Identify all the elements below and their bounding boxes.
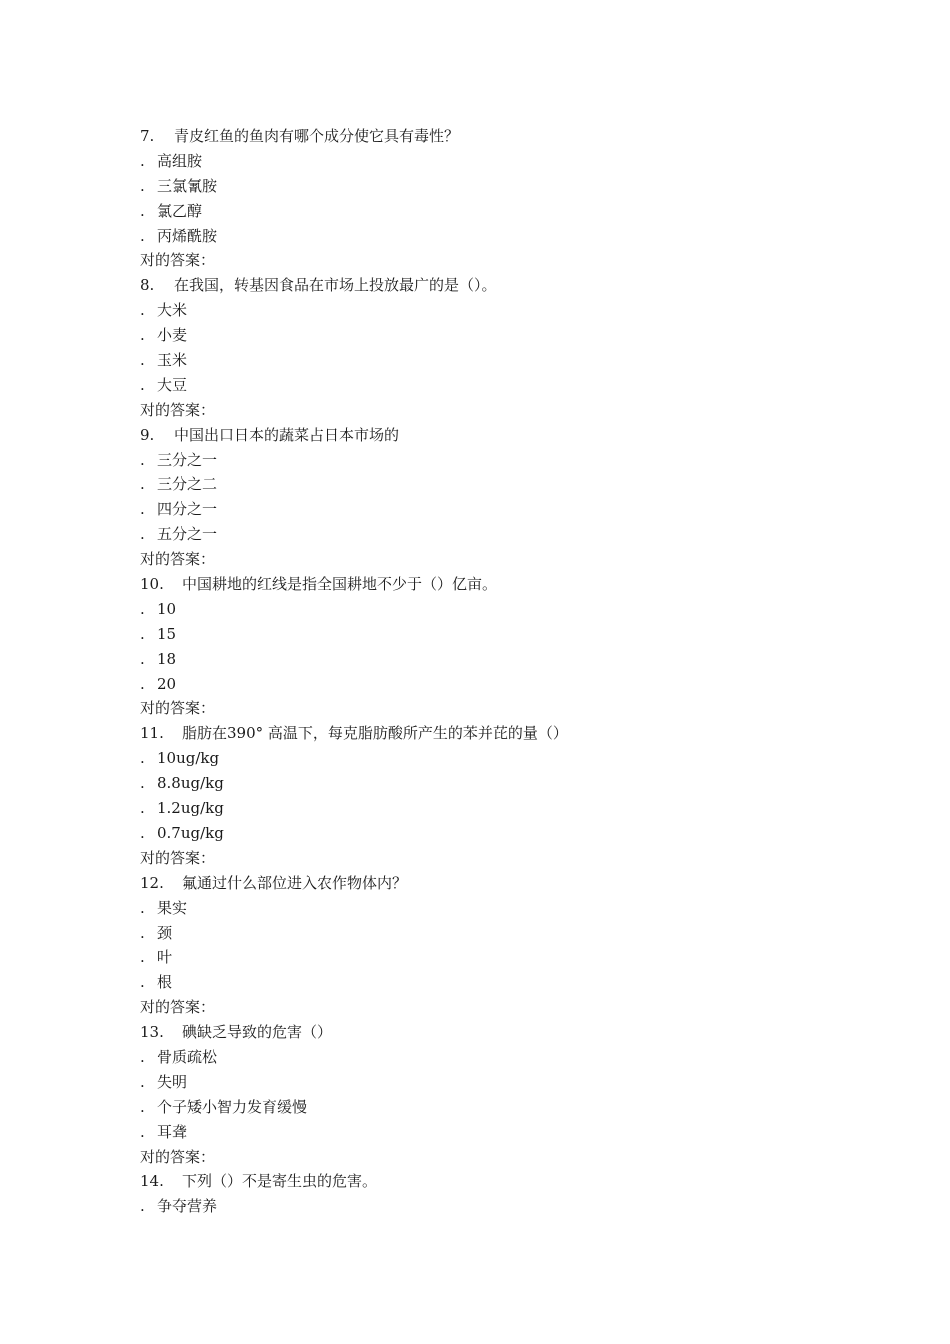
option-text: 失明	[157, 1072, 188, 1091]
option-line	[140, 497, 840, 522]
question-number: 7.	[140, 127, 155, 145]
option-line	[140, 746, 840, 771]
option-line	[140, 348, 840, 373]
option-line	[140, 896, 840, 921]
option-text: 耳聋	[157, 1122, 188, 1141]
document-page	[140, 124, 840, 1219]
question-line	[140, 1169, 840, 1194]
option-text: 10ug/kg	[157, 749, 220, 768]
answer-line: 对的答案：	[140, 699, 216, 718]
option-bullet: .	[140, 674, 145, 693]
answer-line: 对的答案：	[140, 550, 216, 569]
option-line	[140, 1120, 840, 1145]
option-bullet: .	[140, 1197, 145, 1216]
option-bullet: .	[140, 450, 145, 469]
answer-line: 对的答案：	[140, 848, 216, 867]
option-bullet: .	[140, 898, 145, 917]
option-text: 18	[157, 649, 177, 668]
option-line	[140, 448, 840, 473]
question-text: 下列（）不是寄生虫的危害。	[182, 1172, 378, 1191]
option-line	[140, 149, 840, 174]
option-bullet: .	[140, 176, 145, 195]
option-text: 0.7ug/kg	[157, 823, 224, 842]
option-line	[140, 323, 840, 348]
question-line	[140, 572, 840, 597]
option-line	[140, 1070, 840, 1095]
option-bullet: .	[140, 500, 145, 519]
option-line	[140, 298, 840, 323]
option-bullet: .	[140, 525, 145, 544]
question-number: 10.	[140, 575, 164, 594]
option-text: 小麦	[157, 326, 188, 345]
question-text: 碘缺乏导致的危害（）	[182, 1023, 333, 1042]
option-line	[140, 821, 840, 846]
question-line	[140, 1020, 840, 1045]
option-text: 争夺营养	[157, 1197, 218, 1216]
option-bullet: .	[140, 326, 145, 345]
question-line	[140, 721, 840, 746]
option-bullet: .	[140, 749, 145, 768]
option-text: 10	[157, 599, 177, 618]
option-bullet: .	[140, 624, 145, 643]
option-bullet: .	[140, 823, 145, 842]
option-text: 玉米	[157, 351, 188, 370]
option-text: 大米	[157, 301, 188, 320]
option-line	[140, 647, 840, 672]
option-bullet: .	[140, 948, 145, 967]
option-text: 个子矮小智力发育缓慢	[157, 1097, 308, 1116]
option-line	[140, 1045, 840, 1070]
option-bullet: .	[140, 649, 145, 668]
question-number: 11.	[140, 724, 164, 743]
option-text: 三氯氰胺	[157, 176, 218, 195]
option-bullet: .	[140, 1072, 145, 1091]
option-line	[140, 1095, 840, 1120]
option-bullet: .	[140, 1047, 145, 1066]
option-bullet: .	[140, 226, 145, 245]
option-line	[140, 373, 840, 398]
option-text: 20	[157, 674, 177, 693]
option-line	[140, 1194, 840, 1219]
option-text: 颈	[157, 923, 173, 942]
answer-line: 对的答案：	[140, 400, 216, 419]
question-line	[140, 273, 840, 298]
option-bullet: .	[140, 774, 145, 793]
option-line	[140, 174, 840, 199]
option-line	[140, 522, 840, 547]
option-text: 高组胺	[157, 151, 203, 170]
option-line	[140, 597, 840, 622]
option-line	[140, 622, 840, 647]
option-text: 四分之一	[157, 500, 218, 519]
option-line	[140, 224, 840, 249]
option-bullet: .	[140, 1122, 145, 1141]
option-text: 氯乙醇	[157, 201, 203, 220]
question-number: 8.	[140, 276, 155, 295]
question-number: 12.	[140, 873, 164, 892]
option-text: 三分之一	[157, 450, 218, 469]
option-line	[140, 199, 840, 224]
option-text: 1.2ug/kg	[157, 799, 224, 818]
option-bullet: .	[140, 923, 145, 942]
option-bullet: .	[140, 351, 145, 370]
option-text: 15	[157, 624, 177, 643]
option-line	[140, 945, 840, 970]
option-bullet: .	[140, 375, 145, 394]
option-text: 叶	[157, 948, 173, 967]
option-bullet: .	[140, 599, 145, 618]
option-text: 骨质疏松	[157, 1047, 218, 1066]
option-text: 大豆	[157, 375, 188, 394]
option-bullet: .	[140, 973, 145, 992]
option-bullet: .	[140, 301, 145, 320]
option-bullet: .	[140, 475, 145, 494]
option-line	[140, 771, 840, 796]
answer-line: 对的答案：	[140, 998, 216, 1017]
option-text: 果实	[157, 898, 188, 917]
option-text: 丙烯酰胺	[157, 226, 218, 245]
question-text: 氟通过什么部位进入农作物体内？	[182, 873, 408, 892]
question-line	[140, 423, 840, 448]
question-text: 中国耕地的红线是指全国耕地不少于（）亿亩。	[182, 575, 498, 594]
option-text: 三分之二	[157, 475, 218, 494]
answer-line: 对的答案：	[140, 1147, 216, 1166]
option-text: 8.8ug/kg	[157, 774, 224, 793]
option-bullet: .	[140, 799, 145, 818]
question-text: 中国出口日本的蔬菜占日本市场的	[174, 425, 400, 444]
option-line	[140, 921, 840, 946]
answer-line: 对的答案：	[140, 251, 216, 270]
question-text: 青皮红鱼的鱼肉有哪个成分使它具有毒性？	[174, 127, 460, 145]
question-text: 在我国，转基因食品在市场上投放最广的是（）。	[174, 276, 497, 295]
option-bullet: .	[140, 1097, 145, 1116]
question-number: 13.	[140, 1023, 164, 1042]
option-line	[140, 672, 840, 697]
question-text: 脂肪在390° 高温下，每克脂肪酸所产生的苯并芘的量（）	[182, 724, 568, 743]
option-line	[140, 472, 840, 497]
question-number: 14.	[140, 1172, 164, 1191]
option-line	[140, 796, 840, 821]
option-bullet: .	[140, 151, 145, 170]
option-text: 根	[157, 973, 173, 992]
question-line	[140, 124, 840, 149]
option-text: 五分之一	[157, 525, 218, 544]
question-line	[140, 871, 840, 896]
option-bullet: .	[140, 201, 145, 220]
question-number: 9.	[140, 425, 155, 444]
option-line	[140, 970, 840, 995]
